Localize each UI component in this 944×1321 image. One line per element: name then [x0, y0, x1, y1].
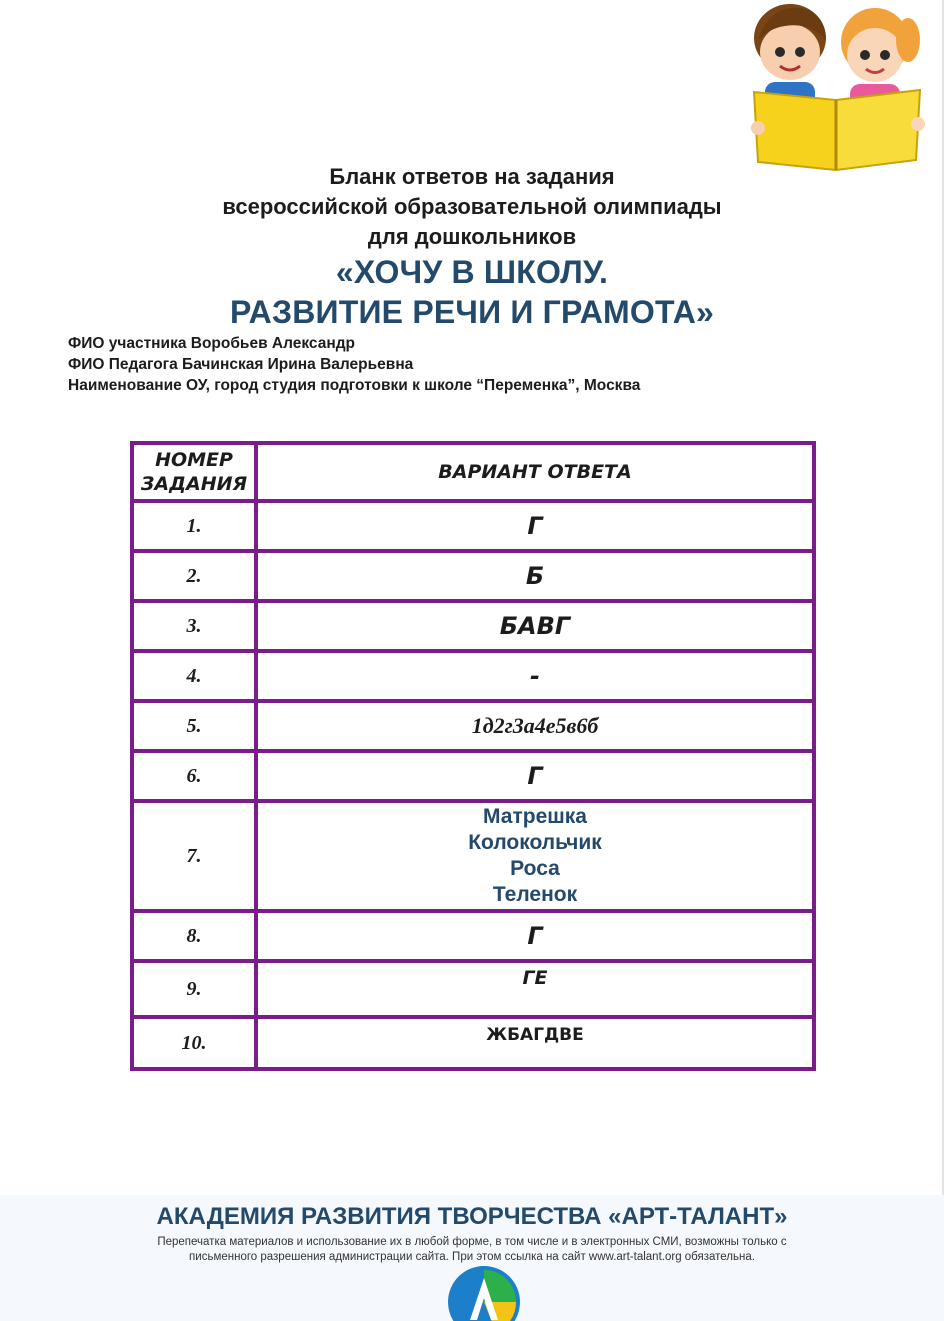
task-answer: Г [527, 512, 543, 540]
task-answer: 1д2г3а4е5в6б [471, 713, 599, 738]
task-number: 6. [186, 764, 202, 787]
footer-note-line-2: письменного разрешения администрации сайта. При этом ссылка на сайт www.art-talant.org обязательна. [189, 1251, 755, 1263]
answers-table [130, 441, 816, 1071]
task-answer: ГЕ [522, 967, 548, 989]
task-number: 9. [186, 977, 202, 1000]
form-title-line-3: для дошкольников [367, 224, 577, 249]
header-answer-cell [256, 443, 814, 501]
task-number: 7. [186, 844, 202, 867]
table-row [132, 601, 814, 651]
table-row [132, 751, 814, 801]
answer-word: Теленок [492, 883, 578, 906]
header-number-cell [132, 443, 256, 501]
answer-word: Роса [510, 857, 560, 880]
header-number-line-1: НОМЕР [155, 449, 233, 471]
task-number: 8. [186, 924, 202, 947]
participant-info [68, 333, 640, 396]
task-number: 4. [186, 664, 202, 687]
task-answer: Б [525, 562, 545, 590]
participant-name: ФИО участника Воробьев Александр [68, 335, 356, 352]
table-row [132, 1017, 814, 1069]
form-title-line-1: Бланк ответов на задания [329, 164, 615, 189]
header-number-line-2: ЗАДАНИЯ [140, 473, 248, 495]
title-block [0, 162, 944, 332]
task-answer: - [530, 662, 540, 690]
teacher-name: ФИО Педагога Бачинская Ирина Валерьевна [68, 356, 414, 373]
table-row [132, 701, 814, 751]
header-answer-label: ВАРИАНТ ОТВЕТА [438, 461, 632, 483]
footer-copyright-note [80, 1235, 864, 1265]
olympiad-title-line-2: РАЗВИТИЕ РЕЧИ И ГРАМОТА» [229, 294, 715, 330]
task-number: 5. [186, 714, 202, 737]
task-number: 10. [181, 1031, 207, 1054]
table-row [132, 501, 814, 551]
task-number: 1. [186, 514, 202, 537]
form-title-line-2: всероссийской образовательной олимпиады [222, 194, 722, 219]
task-answer: ЖБАГДВЕ [486, 1025, 584, 1045]
institution-name: Наименование ОУ, город студия подготовки к школе “Переменка”, Москва [68, 377, 641, 394]
answer-word: Колокольчик [468, 831, 602, 854]
task-answer: БАВГ [499, 612, 571, 640]
task-answer: Г [527, 922, 543, 950]
kids-reading-illustration [740, 0, 940, 178]
task-answer: Г [527, 762, 543, 790]
footer-note-line-1: Перепечатка материалов и использование их в любой форме, в том числе и в электронных СМИ, возможны только с [157, 1236, 787, 1248]
task-number: 2. [186, 564, 202, 587]
task-answer-multiline [256, 801, 814, 911]
answer-word: Матрешка [483, 805, 587, 828]
table-header-row [132, 443, 814, 501]
table-row [132, 551, 814, 601]
footer-academy-name: АКАДЕМИЯ РАЗВИТИЯ ТВОРЧЕСТВА «АРТ-ТАЛАНТ» [156, 1203, 788, 1230]
table-row [132, 961, 814, 1017]
task-number: 3. [186, 614, 202, 637]
table-row [132, 911, 814, 961]
table-row [132, 651, 814, 701]
art-talant-logo [436, 1262, 532, 1321]
olympiad-title-line-1: «ХОЧУ В ШКОЛУ. [335, 254, 609, 290]
table-row [132, 801, 814, 911]
